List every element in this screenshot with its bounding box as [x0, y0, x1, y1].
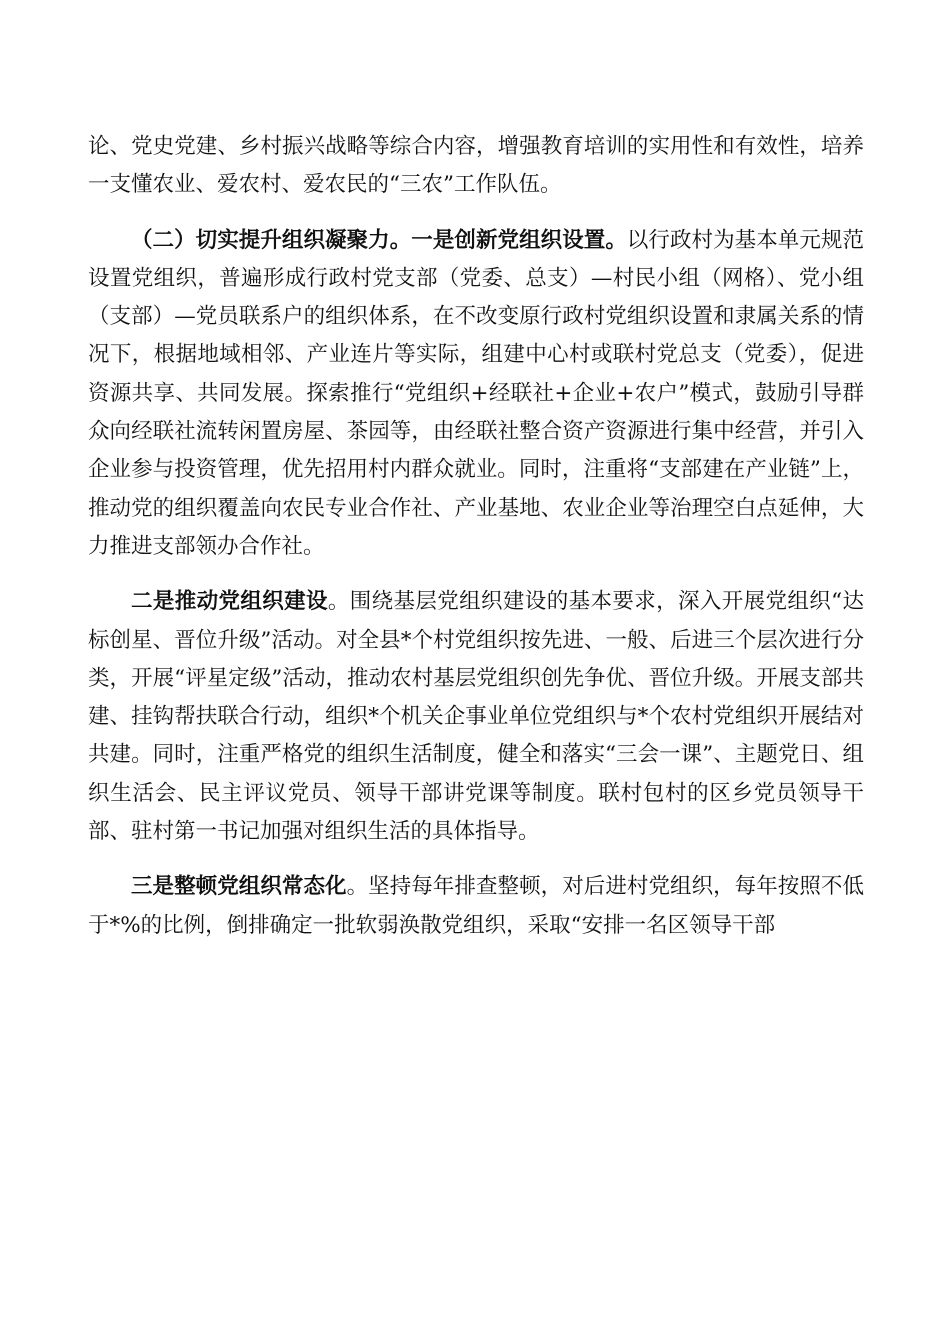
section-heading: （二）切实提升组织凝聚力。 [131, 227, 412, 253]
subsection-heading: 一是创新党组织设置。 [411, 227, 627, 253]
subsection-heading: 三是整顿党组织常态化 [131, 874, 347, 900]
paragraph-text: 。坚持每年排查整顿，对后进村党组织，每年按照不低于*%的比例，倒排确定一批软弱涣散党组织，采取“安排一名区领导干部 [88, 874, 864, 938]
paragraph-text: 论、党史党建、乡村振兴战略等综合内容，增强教育培训的实用性和有效性，培养一支懂农业、爱农村、爱农民的“三农”工作队伍。 [88, 134, 864, 198]
paragraph-continuation [88, 128, 864, 205]
paragraph-text: 。围绕基层党组织建设的基本要求，深入开展党组织“达标创星、晋位升级”活动。对全县*个村党组织按先进、一般、后进三个层次进行分类，开展“评星定级”活动，推动农村基层党组织创先争优、晋位升级。开展支部共建、挂钩帮扶联合行动，组织*个机关企事业单位党组织与*个农村党组织开展结对共建。同时，注重严格党的组织生活制度，健全和落实“三会一课”、主题党日、组织生活会、民主评议党员、领导干部讲党课等制度。联村包村的区乡党员领导干部、驻村第一书记加强对组织生活的具体指导。 [88, 589, 864, 845]
paragraph-text: 以行政村为基本单元规范设置党组织，普遍形成行政村党支部（党委、总支）—村民小组（网格）、党小组（支部）—党员联系户的组织体系，在不改变原行政村党组织设置和隶属关系的情况下，根据地域相邻、产业连片等实际，组建中心村或联村党总支（党委），促进资源共享、共同发展。探索推行“党组织+经联社+企业+农户”模式，鼓励引导群众向经联社流转闲置房屋、茶园等，由经联社整合资产资源进行集中经营，并引入企业参与投资管理，优先招用村内群众就业。同时，注重将“支部建在产业链”上，推动党的组织覆盖向农民专业合作社、产业基地、农业企业等治理空白点延伸，大力推进支部领办合作社。 [88, 227, 864, 559]
subsection-heading: 二是推动党组织建设 [131, 589, 328, 615]
paragraph-section-two [88, 222, 864, 567]
paragraph-item-two [88, 583, 864, 851]
paragraph-item-three [88, 868, 864, 945]
document-page [88, 128, 864, 945]
